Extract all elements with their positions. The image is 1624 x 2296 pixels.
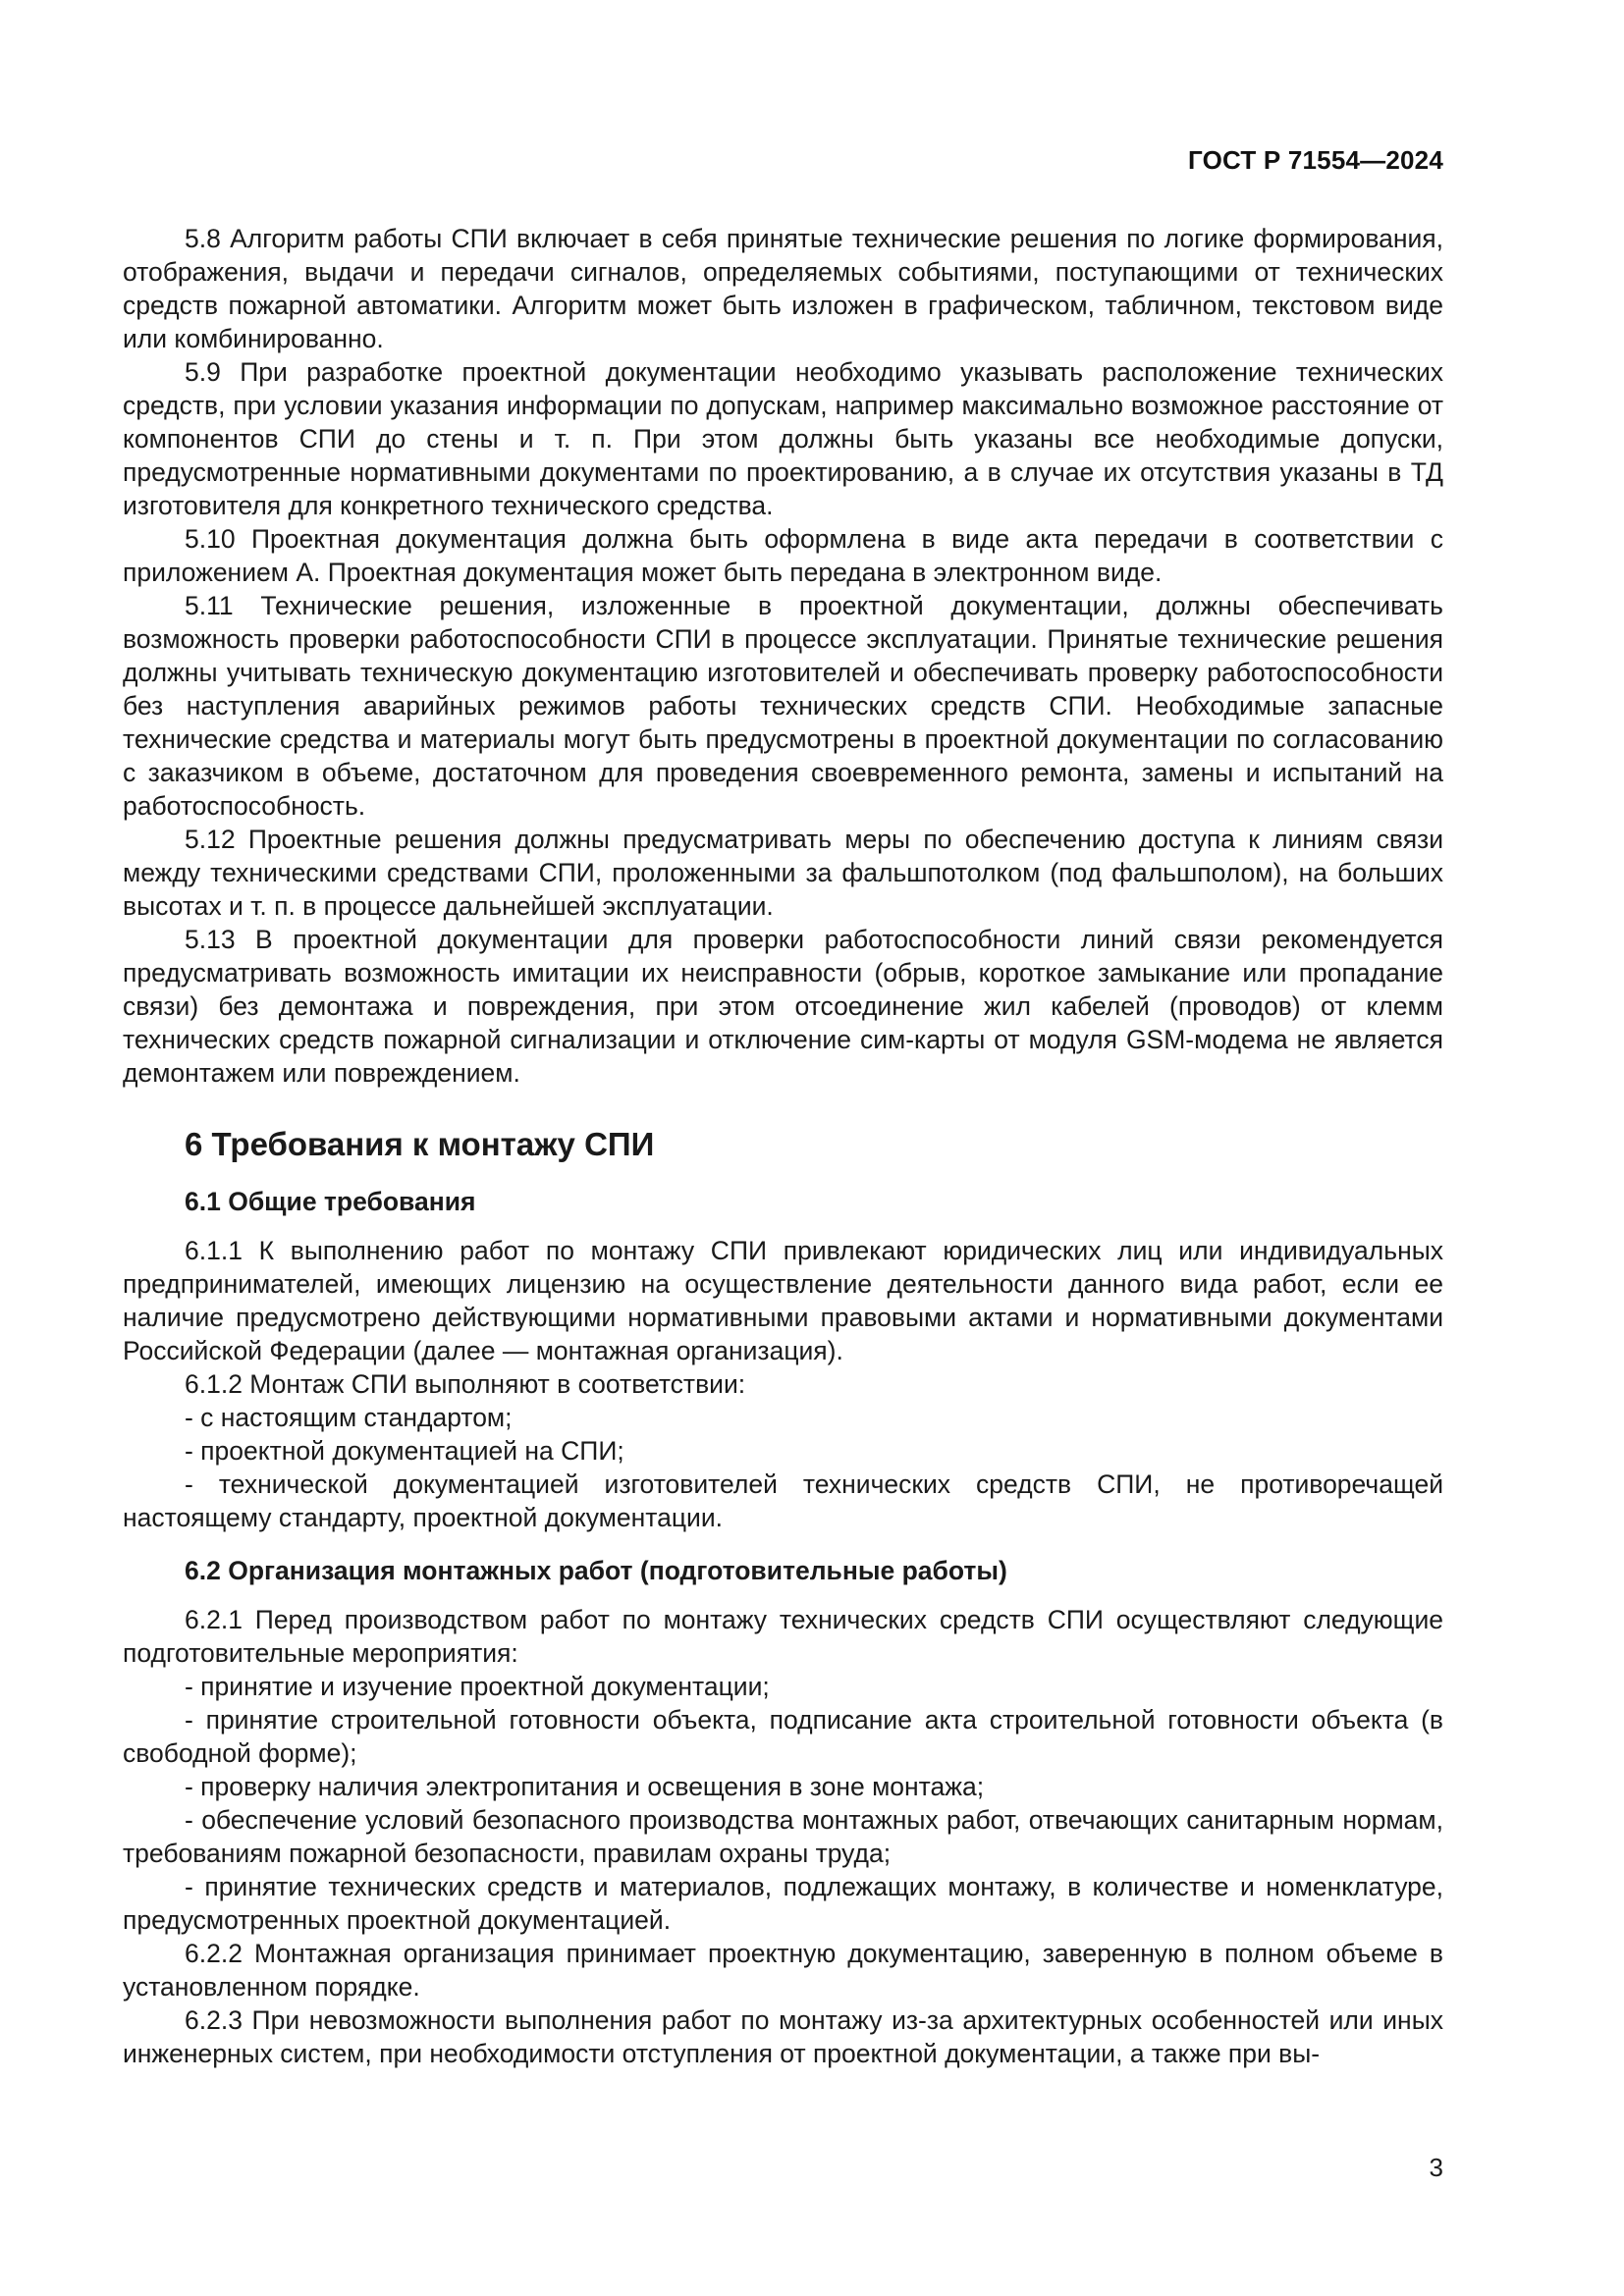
list-item: - принятие и изучение проектной документации; — [185, 1672, 770, 1701]
list-item: - обеспечение условий безопасного производства монтажных работ, отвечающих санитарным нормам, требованиям пожарной безопасности, правилам охраны труда; — [123, 1805, 1443, 1868]
paragraph-6-2-2: 6.2.2 Монтажная организация принимает проектную документацию, заверенную в полном объеме в установленном порядке. — [123, 1939, 1443, 2002]
subsection-6-1-text — [123, 1234, 1443, 1534]
paragraph-6-1-2: 6.1.2 Монтаж СПИ выполняют в соответствии: — [185, 1369, 746, 1399]
list-item: - проверку наличия электропитания и освещения в зоне монтажа; — [185, 1772, 985, 1801]
paragraph-5-13: 5.13 В проектной документации для проверки работоспособности линий связи рекомендуется предусматривать возможность имитации их неисправности (обрыв, короткое замыкание или пропадание связи) без демонтажа и повреждения, при этом отсоединение жил кабелей (проводов) от клемм технических средств пожарной сигнализации и отключение сим-карты от модуля GSM-модема не является демонтажем или повреждением. — [123, 925, 1443, 1088]
subsection-6-1-title: 6.1 Общие требования — [185, 1187, 476, 1216]
paragraph-5-9: 5.9 При разработке проектной документации необходимо указывать расположение технических средств, при условии указания информации по допускам, например максимально возможное расстояние от компонентов СПИ до стены и т. п. При этом должны быть указаны все необходимые допуски, предусмотренные нормативными документами по проектированию, а в случае их отсутствия указаны в ТД изготовителя для конкретного технического средства. — [123, 357, 1443, 520]
subsection-6-2-text — [123, 1603, 1443, 2070]
standard-header: ГОСТ Р 71554—2024 — [1188, 145, 1443, 175]
paragraph-5-8: 5.8 Алгоритм работы СПИ включает в себя принятые технические решения по логике формирования, отображения, выдачи и передачи сигналов, определяемых событиями, поступающими от технических средств пожарной автоматики. Алгоритм может быть изложен в графическом, табличном, текстовом виде или комбинированно. — [123, 224, 1443, 353]
paragraph-5-12: 5.12 Проектные решения должны предусматривать меры по обеспечению доступа к линиям связи между техническими средствами СПИ, проложенными за фальшпотолком (под фальшполом), на больших высотах и т. п. в процессе дальнейшей эксплуатации. — [123, 825, 1443, 921]
subsection-6-2-heading-block — [123, 1554, 1443, 1587]
paragraph-6-2-3: 6.2.3 При невозможности выполнения работ по монтажу из-за архитектурных особенностей или иных инженерных систем, при необходимости отступления от проектной документации, а также при вы- — [123, 2005, 1443, 2068]
list-item: - принятие строительной готовности объекта, подписание акта строительной готовности объекта (в свободной форме); — [123, 1705, 1443, 1768]
list-item: - с настоящим стандартом; — [185, 1403, 513, 1432]
paragraph-5-10: 5.10 Проектная документация должна быть оформлена в виде акта передачи в соответствии с приложением А. Проектная документация может быть передана в электронном виде. — [123, 524, 1443, 587]
subsection-6-1-heading-block — [123, 1185, 1443, 1218]
subsection-6-2-title: 6.2 Организация монтажных работ (подготовительные работы) — [185, 1556, 1007, 1585]
list-item: - технической документацией изготовителей технических средств СПИ, не противоречащей настоящему стандарту, проектной документации. — [123, 1469, 1443, 1532]
paragraph-6-1-1: 6.1.1 К выполнению работ по монтажу СПИ привлекают юридических лиц или индивидуальных предпринимателей, имеющих лицензию на осуществление деятельности данного вида работ, если ее наличие предусмотрено действующими нормативными правовыми актами и нормативными документами Российской Федерации (далее — монтажная организация). — [123, 1236, 1443, 1365]
section-6-heading-block — [123, 1125, 1443, 1164]
section-6-title: 6 Требования к монтажу СПИ — [185, 1126, 655, 1162]
page-number: 3 — [1429, 2153, 1443, 2182]
paragraph-6-2-1: 6.2.1 Перед производством работ по монтажу технических средств СПИ осуществляют следующие подготовительные мероприятия: — [123, 1605, 1443, 1668]
list-item: - принятие технических средств и материалов, подлежащих монтажу, в количестве и номенклатуре, предусмотренных проектной документацией. — [123, 1872, 1443, 1935]
section-5-text — [123, 222, 1443, 1090]
paragraph-5-11: 5.11 Технические решения, изложенные в проектной документации, должны обеспечивать возможность проверки работоспособности СПИ в процессе эксплуатации. Принятые технические решения должны учитывать техническую документацию изготовителей и обеспечивать проверку работоспособности без наступления аварийных режимов работы технических средств СПИ. Необходимые запасные технические средства и материалы могут быть предусмотрены в проектной документации по согласованию с заказчиком в объеме, достаточном для проведения своевременного ремонта, замены и испытаний на работоспособность. — [123, 591, 1443, 821]
list-item: - проектной документацией на СПИ; — [185, 1436, 624, 1466]
